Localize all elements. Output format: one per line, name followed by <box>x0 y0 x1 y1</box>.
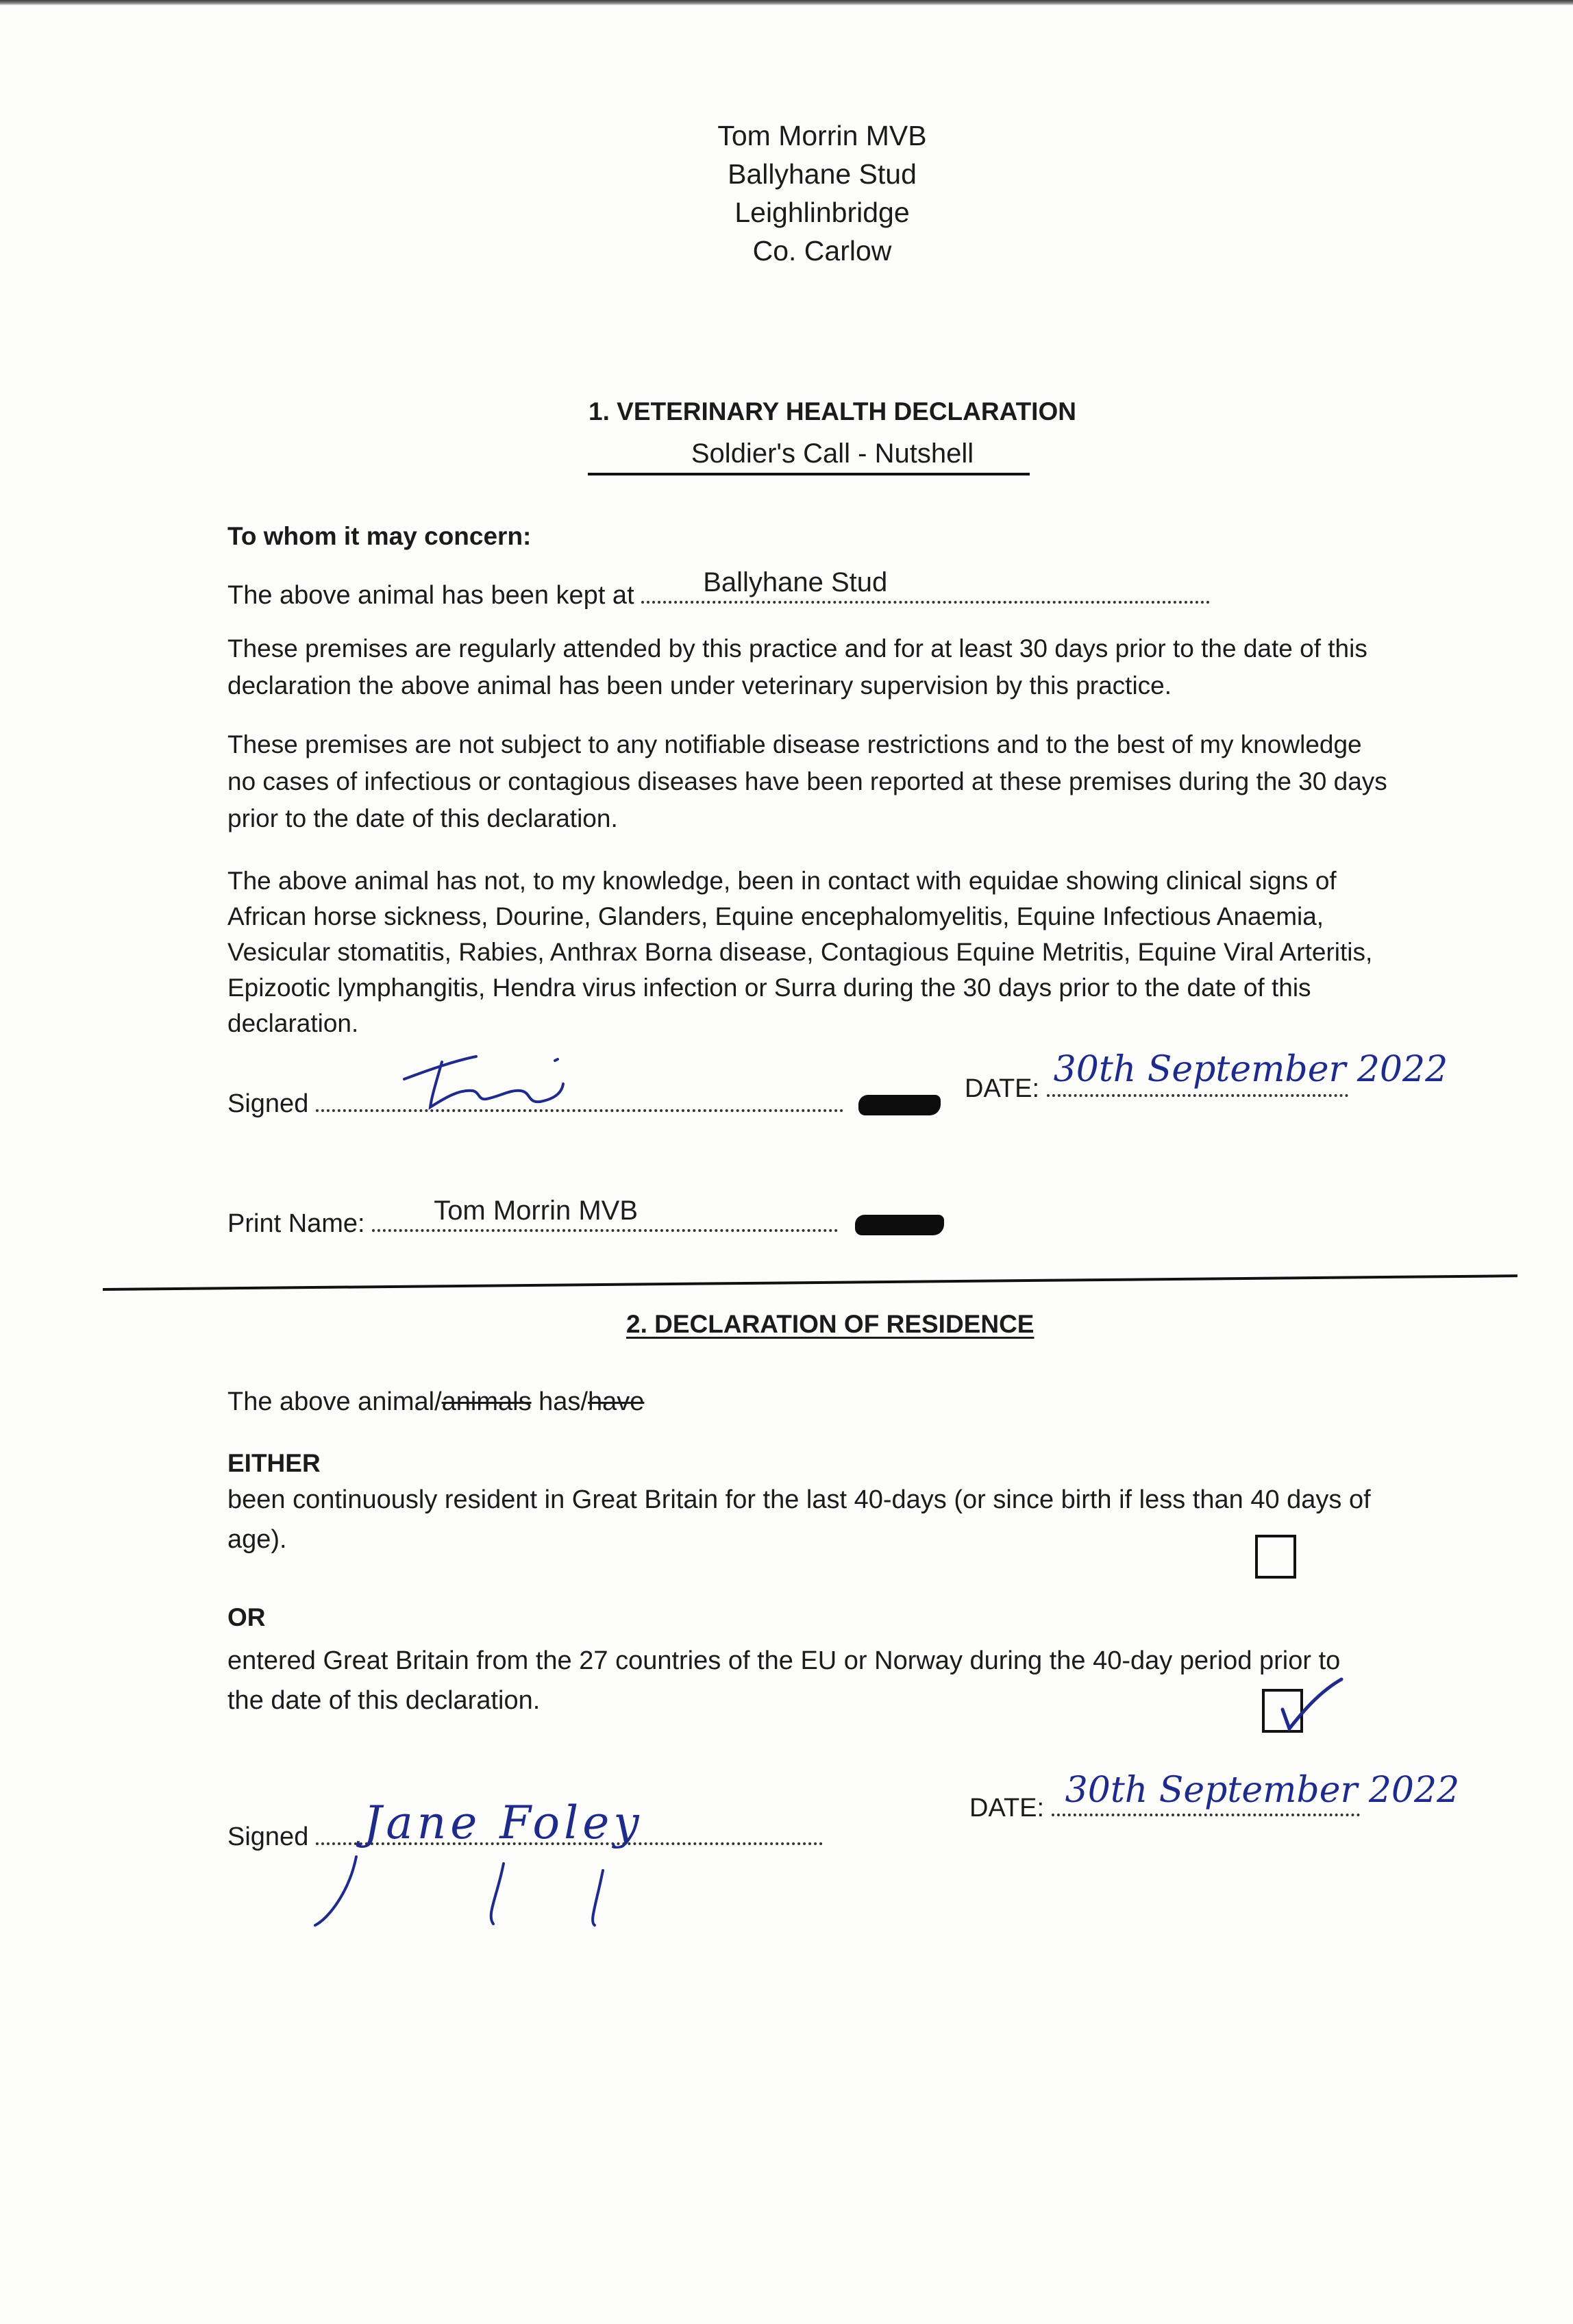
section-divider <box>103 1274 1518 1291</box>
vet-signed-label: Signed <box>227 1089 309 1118</box>
intro-struck-have: have <box>587 1387 645 1416</box>
option2-text: entered Great Britain from the 27 countries of the EU or Norway during the 40-day period prior to the date of this declaration. <box>227 1646 1341 1715</box>
print-name-label: Print Name: <box>227 1209 365 1238</box>
or-label: OR <box>227 1603 266 1631</box>
vet-signed-line <box>227 1089 941 1119</box>
intro-text-2: has/ <box>531 1387 588 1416</box>
owner-signature-field <box>316 1796 823 1849</box>
town: Leighlinbridge <box>734 197 910 228</box>
redaction-mark <box>855 1215 944 1235</box>
subtitle-underline <box>588 473 1030 475</box>
vet-date-line <box>965 1049 1448 1104</box>
owner-signed-label: Signed <box>227 1822 309 1851</box>
checkmark-icon <box>1267 1675 1350 1744</box>
vet-name: Tom Morrin MVB <box>717 120 927 151</box>
paragraph-3: The above animal has not, to my knowledge, been in contact with equidae showing clinical signs of African horse sickness, Dourine, Glanders, Equine encephalomyelitis, Equine Infectious Anaemia, Vesicular stomatitis, Rabies, Anthrax Borna disease, Contagious Equine Metritis, Equine Viral Arteritis, Epizootic lymphangitis, Hendra virus infection or Surra during the 30 days prior to the date of this declaration. <box>227 867 1373 1037</box>
intro-struck-animals: animals <box>441 1387 532 1416</box>
owner-date-label: DATE: <box>969 1794 1045 1822</box>
kept-at-label: The above animal has been kept at <box>227 581 634 610</box>
county: Co. Carlow <box>752 235 892 267</box>
option1-text: been continuously resident in Great Britain for the last 40-days (or since birth if less than 40 days of age). <box>227 1485 1371 1554</box>
owner-date-field <box>1052 1770 1460 1816</box>
stud-name: Ballyhane Stud <box>728 158 917 190</box>
owner-date-line <box>969 1770 1460 1823</box>
residence-intro <box>227 1387 644 1417</box>
section2-title: 2. DECLARATION OF RESIDENCE <box>626 1310 1035 1338</box>
either-label: EITHER <box>227 1449 321 1477</box>
print-name-field <box>372 1196 838 1232</box>
vet-date-label: DATE: <box>965 1074 1040 1103</box>
intro-text-1: The above animal/ <box>227 1387 442 1416</box>
kept-at-value: Ballyhane Stud <box>703 567 888 597</box>
vet-date-value: 30th September 2022 <box>1053 1049 1448 1090</box>
salutation: To whom it may concern: <box>227 522 532 550</box>
paragraph-1: These premises are regularly attended by this practice and for at least 30 days prior to the date of this declaration the above animal has been under veterinary supervision by this practice. <box>227 634 1367 700</box>
vet-date-field <box>1047 1049 1448 1097</box>
owner-signed-line <box>227 1796 823 1852</box>
kept-at-line <box>227 567 1210 610</box>
print-name-value: Tom Morrin MVB <box>434 1196 638 1226</box>
redaction-mark <box>858 1095 941 1115</box>
page-top-edge <box>0 0 1573 5</box>
kept-at-field <box>641 567 1210 604</box>
section1-subtitle: Soldier's Call - Nutshell <box>691 438 974 469</box>
letterhead <box>617 116 1028 270</box>
vet-signature <box>391 1041 569 1117</box>
section1-title: 1. VETERINARY HEALTH DECLARATION <box>589 397 1076 425</box>
owner-signature: Jane Foley <box>363 1796 643 1849</box>
signature-flourish <box>301 1850 658 1932</box>
print-name-line <box>227 1196 944 1239</box>
owner-date-value: 30th September 2022 <box>1065 1770 1460 1811</box>
option1-checkbox[interactable] <box>1255 1535 1296 1579</box>
paragraph-2: These premises are not subject to any notifiable disease restrictions and to the best of my knowledge no cases of infectious or contagious diseases have been reported at these premises during the 30 days prior to the date of this declaration. <box>227 730 1387 832</box>
